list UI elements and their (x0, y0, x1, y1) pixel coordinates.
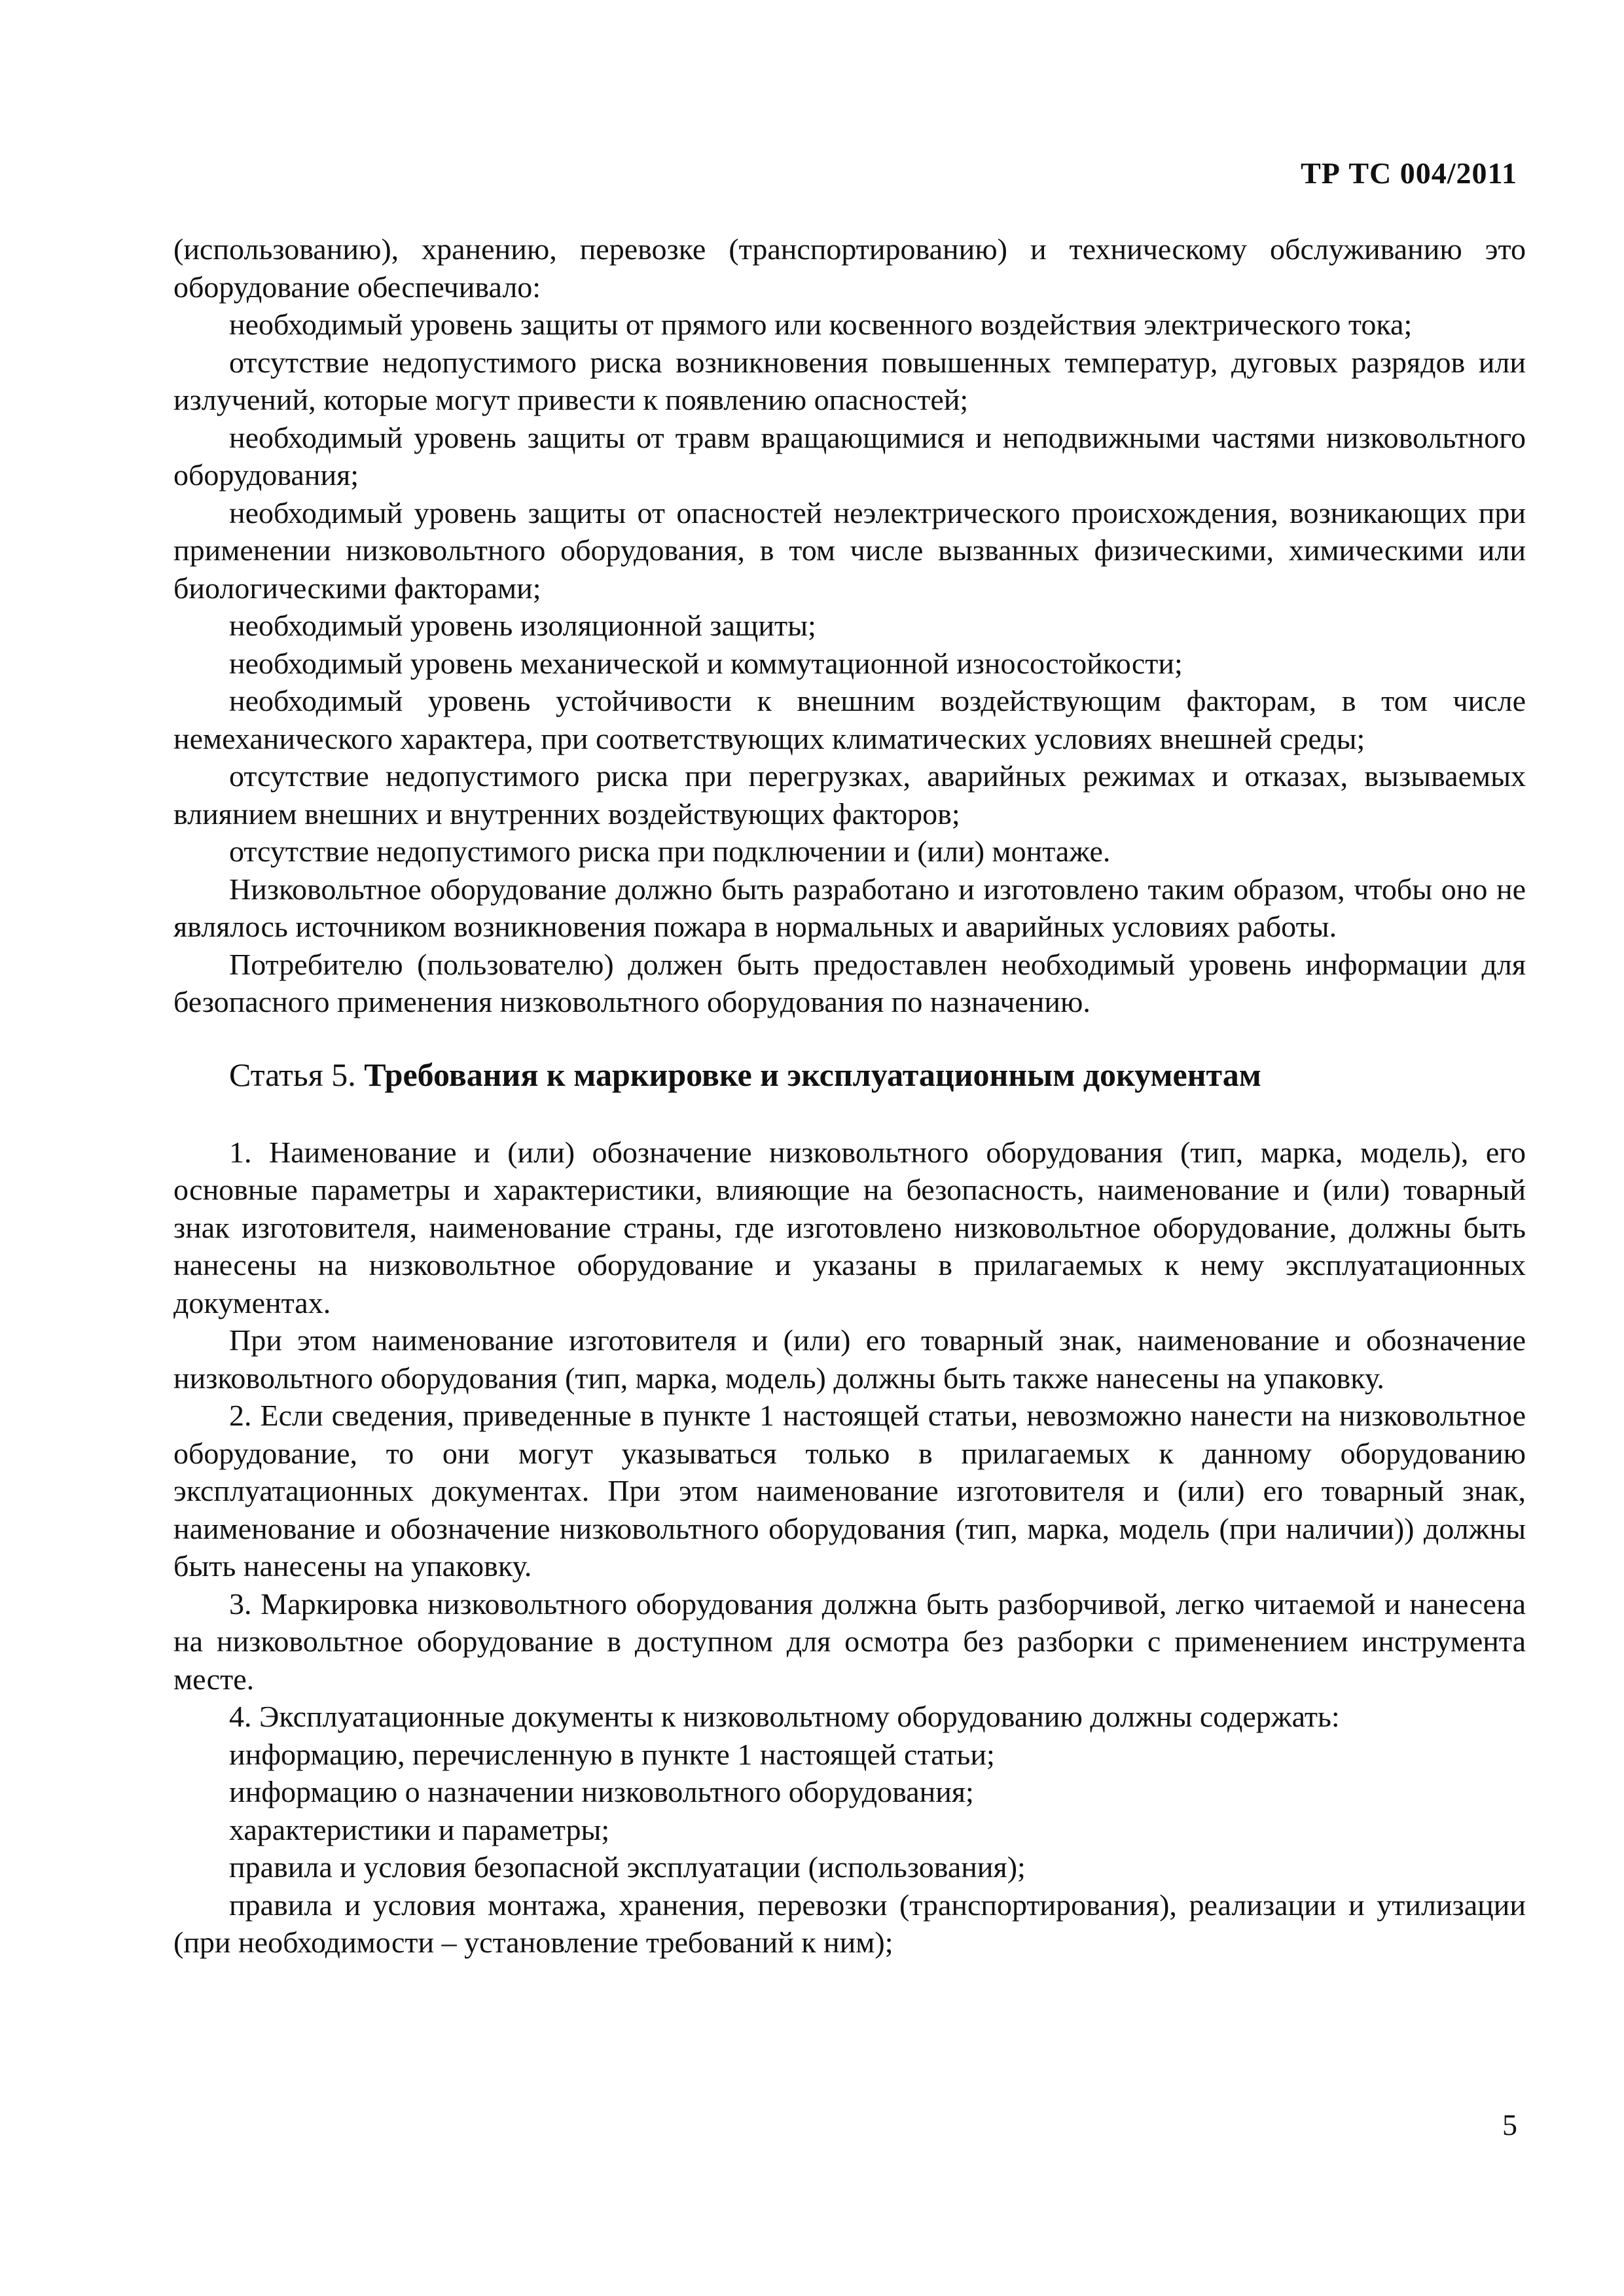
paragraph: информацию, перечисленную в пункте 1 настоящей статьи; (229, 1737, 995, 1771)
article-number: Статья 5. (229, 1056, 356, 1093)
paragraph: информацию о назначении низковольтного оборудования; (229, 1775, 974, 1808)
paragraph: отсутствие недопустимого риска при подключении и (или) монтаже. (229, 834, 1111, 868)
paragraph: отсутствие недопустимого риска при перегрузках, аварийных режимах и отказах, вызываемых влиянием внешних и внутренних воздействующих факторов; (173, 759, 1526, 831)
page-number: 5 (1502, 2108, 1517, 2142)
paragraph: необходимый уровень защиты от опасностей неэлектрического происхождения, возникающих при применении низковольтного оборудования, в том числе вызванных физическими, химическими или биологическими факторами; (173, 495, 1526, 605)
document-body (173, 230, 1526, 1962)
paragraph: 2. Если сведения, приведенные в пункте 1 настоящей статьи, невозможно нанести на низковольтное оборудование, то они могут указываться только в прилагаемых к данному оборудованию эксплуатационных документах. При этом наименование изготовителя и (или) его товарный знак, наименование и обозначение низковольтного оборудования (тип, марка, модель (при наличии)) должны быть нанесены на упаковку. (173, 1399, 1526, 1583)
paragraph: необходимый уровень защиты от прямого или косвенного воздействия электрического тока; (229, 308, 1413, 341)
paragraph: правила и условия безопасной эксплуатации (использования); (229, 1850, 1026, 1884)
paragraph: Потребителю (пользователю) должен быть предоставлен необходимый уровень информации для безопасного применения низковольтного оборудования по назначению. (173, 947, 1526, 1018)
article-heading (173, 1055, 1526, 1094)
paragraph: Низковольтное оборудование должно быть разработано и изготовлено таким образом, чтобы оно не являлось источником возникновения пожара в нормальных и аварийных условиях работы. (173, 872, 1526, 943)
paragraph: (использованию), хранению, перевозке (транспортированию) и техническому обслуживанию это оборудование обеспечивало: (173, 232, 1526, 304)
paragraph: 3. Маркировка низковольтного оборудования должна быть разборчивой, легко читаемой и нанесена на низковольтное оборудование в доступном для осмотра без разборки с применением инструмента месте. (173, 1587, 1526, 1696)
paragraph: отсутствие недопустимого риска возникновения повышенных температур, дуговых разрядов или излучений, которые могут привести к появлению опасностей; (173, 345, 1526, 416)
paragraph: характеристики и параметры; (229, 1812, 610, 1846)
article-title: Требования к маркировке и эксплуатационным документам (364, 1056, 1261, 1093)
paragraph: необходимый уровень устойчивости к внешним воздействующим факторам, в том числе немеханического характера, при соответствующих климатических условиях внешней среды; (173, 684, 1526, 755)
document-code: ТР ТС 004/2011 (1301, 156, 1517, 190)
paragraph: необходимый уровень механической и коммутационной износостойкости; (229, 646, 1183, 680)
paragraph: необходимый уровень защиты от травм вращающимися и неподвижными частями низковольтного оборудования; (173, 420, 1526, 492)
paragraph: необходимый уровень изоляционной защиты; (229, 609, 816, 642)
paragraph: 4. Эксплуатационные документы к низковольтному оборудованию должны содержать: (229, 1700, 1340, 1733)
paragraph: правила и условия монтажа, хранения, перевозки (транспортирования), реализации и утилизации (при необходимости – установление требований к ним); (173, 1888, 1526, 1959)
paragraph: При этом наименование изготовителя и (или) его товарный знак, наименование и обозначение низковольтного оборудования (тип, марка, модель) должны быть также нанесены на упаковку. (173, 1323, 1526, 1395)
paragraph: 1. Наименование и (или) обозначение низковольтного оборудования (тип, марка, модель), его основные параметры и характеристики, влияющие на безопасность, наименование и (или) товарный знак изготовителя, наименование страны, где изготовлено низковольтное оборудование, должны быть нанесены на низковольтное оборудование и указаны в прилагаемых к нему эксплуатационных документах. (173, 1135, 1526, 1319)
